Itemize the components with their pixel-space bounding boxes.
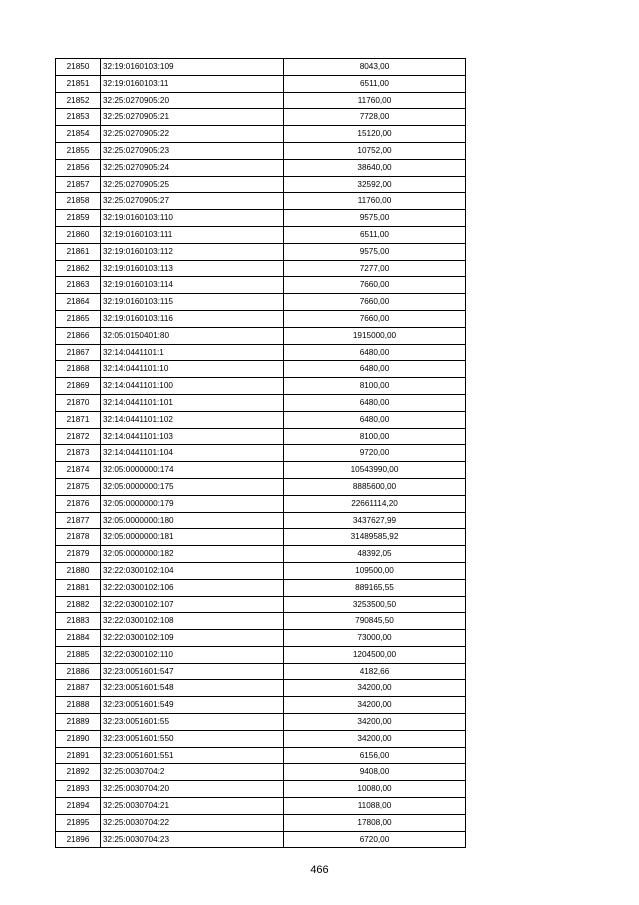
- row-number-cell: 21888: [56, 697, 101, 714]
- row-number-cell: 21876: [56, 495, 101, 512]
- table-row: [56, 831, 466, 848]
- row-number-cell: 21863: [56, 277, 101, 294]
- table-row: [56, 378, 466, 395]
- table-row: [56, 781, 466, 798]
- row-number-cell: 21892: [56, 764, 101, 781]
- cadastral-value-cell: 38640,00: [284, 159, 466, 176]
- cadastral-number-cell: 32:05:0000000:180: [101, 512, 284, 529]
- cadastral-number-cell: 32:22:0300102:106: [101, 579, 284, 596]
- cadastral-value-cell: 48392,05: [284, 546, 466, 563]
- cadastral-number-cell: 32:05:0000000:175: [101, 478, 284, 495]
- cadastral-number-cell: 32:22:0300102:107: [101, 596, 284, 613]
- cadastral-number-cell: 32:22:0300102:108: [101, 613, 284, 630]
- row-number-cell: 21879: [56, 546, 101, 563]
- table-row: [56, 310, 466, 327]
- cadastral-number-cell: 32:05:0000000:174: [101, 462, 284, 479]
- cadastral-number-cell: 32:25:0270905:20: [101, 92, 284, 109]
- cadastral-value-cell: 17808,00: [284, 814, 466, 831]
- row-number-cell: 21855: [56, 142, 101, 159]
- cadastral-value-cell: 1204500,00: [284, 646, 466, 663]
- table-row: [56, 562, 466, 579]
- cadastral-value-cell: 7728,00: [284, 109, 466, 126]
- cadastral-number-cell: 32:19:0160103:109: [101, 59, 284, 76]
- cadastral-value-cell: 8043,00: [284, 59, 466, 76]
- table-body: [56, 59, 466, 848]
- table-row: [56, 109, 466, 126]
- row-number-cell: 21882: [56, 596, 101, 613]
- cadastral-value-cell: 9720,00: [284, 445, 466, 462]
- row-number-cell: 21874: [56, 462, 101, 479]
- table-row: [56, 613, 466, 630]
- table-row: [56, 210, 466, 227]
- cadastral-value-cell: 10543990,00: [284, 462, 466, 479]
- cadastral-number-cell: 32:05:0000000:182: [101, 546, 284, 563]
- cadastral-value-cell: 9575,00: [284, 243, 466, 260]
- table-row: [56, 445, 466, 462]
- cadastral-number-cell: 32:05:0150401:80: [101, 327, 284, 344]
- cadastral-value-cell: 7660,00: [284, 310, 466, 327]
- table-row: [56, 159, 466, 176]
- cadastral-number-cell: 32:14:0441101:102: [101, 411, 284, 428]
- cadastral-number-cell: 32:25:0270905:21: [101, 109, 284, 126]
- table-row: [56, 260, 466, 277]
- row-number-cell: 21880: [56, 562, 101, 579]
- row-number-cell: 21853: [56, 109, 101, 126]
- table-row: [56, 277, 466, 294]
- row-number-cell: 21884: [56, 630, 101, 647]
- cadastral-value-cell: 3253500,50: [284, 596, 466, 613]
- table-row: [56, 478, 466, 495]
- cadastral-value-cell: 1915000,00: [284, 327, 466, 344]
- cadastral-value-cell: 9408,00: [284, 764, 466, 781]
- cadastral-value-cell: 6511,00: [284, 226, 466, 243]
- cadastral-number-cell: 32:23:0051601:548: [101, 680, 284, 697]
- row-number-cell: 21869: [56, 378, 101, 395]
- table-row: [56, 579, 466, 596]
- cadastral-number-cell: 32:19:0160103:112: [101, 243, 284, 260]
- row-number-cell: 21859: [56, 210, 101, 227]
- cadastral-value-cell: 6480,00: [284, 344, 466, 361]
- cadastral-number-cell: 32:25:0270905:24: [101, 159, 284, 176]
- row-number-cell: 21868: [56, 361, 101, 378]
- cadastral-value-cell: 22661114,20: [284, 495, 466, 512]
- cadastral-value-cell: 34200,00: [284, 730, 466, 747]
- cadastral-value-cell: 7277,00: [284, 260, 466, 277]
- cadastral-number-cell: 32:25:0030704:23: [101, 831, 284, 848]
- cadastral-number-cell: 32:23:0051601:550: [101, 730, 284, 747]
- table-row: [56, 226, 466, 243]
- cadastral-value-cell: 11760,00: [284, 92, 466, 109]
- cadastral-number-cell: 32:19:0160103:115: [101, 294, 284, 311]
- cadastral-value-cell: 10080,00: [284, 781, 466, 798]
- table-row: [56, 361, 466, 378]
- row-number-cell: 21852: [56, 92, 101, 109]
- cadastral-value-cell: 34200,00: [284, 697, 466, 714]
- row-number-cell: 21878: [56, 529, 101, 546]
- table-row: [56, 512, 466, 529]
- cadastral-number-cell: 32:19:0160103:111: [101, 226, 284, 243]
- cadastral-number-cell: 32:14:0441101:10: [101, 361, 284, 378]
- cadastral-value-cell: 4182,66: [284, 663, 466, 680]
- table-row: [56, 75, 466, 92]
- page-number: 466: [310, 864, 329, 876]
- cadastral-number-cell: 32:14:0441101:100: [101, 378, 284, 395]
- row-number-cell: 21865: [56, 310, 101, 327]
- cadastral-value-cell: 7660,00: [284, 294, 466, 311]
- cadastral-number-cell: 32:14:0441101:104: [101, 445, 284, 462]
- cadastral-number-cell: 32:19:0160103:11: [101, 75, 284, 92]
- table-row: [56, 411, 466, 428]
- table-row: [56, 546, 466, 563]
- cadastral-value-table: [55, 58, 466, 848]
- table-row: [56, 747, 466, 764]
- cadastral-value-cell: 109500,00: [284, 562, 466, 579]
- cadastral-number-cell: 32:23:0051601:55: [101, 714, 284, 731]
- table-row: [56, 798, 466, 815]
- cadastral-value-cell: 73000,00: [284, 630, 466, 647]
- cadastral-value-cell: 15120,00: [284, 126, 466, 143]
- row-number-cell: 21891: [56, 747, 101, 764]
- cadastral-number-cell: 32:25:0030704:20: [101, 781, 284, 798]
- cadastral-value-cell: 8100,00: [284, 378, 466, 395]
- table-row: [56, 462, 466, 479]
- cadastral-value-cell: 6480,00: [284, 361, 466, 378]
- cadastral-number-cell: 32:19:0160103:110: [101, 210, 284, 227]
- cadastral-value-cell: 6511,00: [284, 75, 466, 92]
- cadastral-number-cell: 32:05:0000000:181: [101, 529, 284, 546]
- cadastral-number-cell: 32:23:0051601:547: [101, 663, 284, 680]
- cadastral-value-cell: 11760,00: [284, 193, 466, 210]
- row-number-cell: 21857: [56, 176, 101, 193]
- cadastral-value-cell: 10752,00: [284, 142, 466, 159]
- row-number-cell: 21895: [56, 814, 101, 831]
- cadastral-value-cell: 7660,00: [284, 277, 466, 294]
- row-number-cell: 21886: [56, 663, 101, 680]
- cadastral-number-cell: 32:25:0270905:27: [101, 193, 284, 210]
- cadastral-number-cell: 32:25:0030704:22: [101, 814, 284, 831]
- cadastral-number-cell: 32:22:0300102:109: [101, 630, 284, 647]
- cadastral-value-cell: 8100,00: [284, 428, 466, 445]
- table-row: [56, 730, 466, 747]
- table-row: [56, 142, 466, 159]
- cadastral-number-cell: 32:25:0270905:22: [101, 126, 284, 143]
- row-number-cell: 21877: [56, 512, 101, 529]
- table-row: [56, 814, 466, 831]
- table-row: [56, 630, 466, 647]
- table-row: [56, 327, 466, 344]
- table-row: [56, 697, 466, 714]
- cadastral-value-cell: 32592,00: [284, 176, 466, 193]
- row-number-cell: 21862: [56, 260, 101, 277]
- row-number-cell: 21887: [56, 680, 101, 697]
- row-number-cell: 21854: [56, 126, 101, 143]
- table-row: [56, 495, 466, 512]
- cadastral-number-cell: 32:14:0441101:1: [101, 344, 284, 361]
- row-number-cell: 21873: [56, 445, 101, 462]
- table-row: [56, 714, 466, 731]
- row-number-cell: 21850: [56, 59, 101, 76]
- cadastral-value-cell: 6480,00: [284, 394, 466, 411]
- table-row: [56, 344, 466, 361]
- row-number-cell: 21864: [56, 294, 101, 311]
- cadastral-number-cell: 32:14:0441101:103: [101, 428, 284, 445]
- cadastral-number-cell: 32:05:0000000:179: [101, 495, 284, 512]
- row-number-cell: 21871: [56, 411, 101, 428]
- cadastral-number-cell: 32:25:0030704:2: [101, 764, 284, 781]
- cadastral-number-cell: 32:23:0051601:549: [101, 697, 284, 714]
- cadastral-value-cell: 790845,50: [284, 613, 466, 630]
- table-row: [56, 596, 466, 613]
- cadastral-value-cell: 6156,00: [284, 747, 466, 764]
- table-row: [56, 126, 466, 143]
- cadastral-value-cell: 8885600,00: [284, 478, 466, 495]
- cadastral-value-cell: 6720,00: [284, 831, 466, 848]
- table-row: [56, 428, 466, 445]
- cadastral-value-cell: 6480,00: [284, 411, 466, 428]
- row-number-cell: 21889: [56, 714, 101, 731]
- table-row: [56, 680, 466, 697]
- table-row: [56, 294, 466, 311]
- row-number-cell: 21883: [56, 613, 101, 630]
- table-row: [56, 529, 466, 546]
- row-number-cell: 21851: [56, 75, 101, 92]
- cadastral-value-cell: 889165,55: [284, 579, 466, 596]
- row-number-cell: 21875: [56, 478, 101, 495]
- row-number-cell: 21893: [56, 781, 101, 798]
- table-row: [56, 646, 466, 663]
- cadastral-number-cell: 32:23:0051601:551: [101, 747, 284, 764]
- row-number-cell: 21866: [56, 327, 101, 344]
- table-row: [56, 764, 466, 781]
- cadastral-number-cell: 32:19:0160103:114: [101, 277, 284, 294]
- table-row: [56, 663, 466, 680]
- table-row: [56, 59, 466, 76]
- cadastral-number-cell: 32:19:0160103:116: [101, 310, 284, 327]
- row-number-cell: 21872: [56, 428, 101, 445]
- row-number-cell: 21870: [56, 394, 101, 411]
- cadastral-value-cell: 9575,00: [284, 210, 466, 227]
- cadastral-number-cell: 32:25:0270905:23: [101, 142, 284, 159]
- row-number-cell: 21881: [56, 579, 101, 596]
- table-row: [56, 394, 466, 411]
- row-number-cell: 21890: [56, 730, 101, 747]
- row-number-cell: 21894: [56, 798, 101, 815]
- cadastral-number-cell: 32:25:0030704:21: [101, 798, 284, 815]
- table-row: [56, 176, 466, 193]
- cadastral-value-cell: 3437627,99: [284, 512, 466, 529]
- row-number-cell: 21867: [56, 344, 101, 361]
- cadastral-number-cell: 32:22:0300102:110: [101, 646, 284, 663]
- cadastral-value-cell: 31489585,92: [284, 529, 466, 546]
- cadastral-number-cell: 32:14:0441101:101: [101, 394, 284, 411]
- cadastral-number-cell: 32:25:0270905:25: [101, 176, 284, 193]
- cadastral-value-cell: 34200,00: [284, 714, 466, 731]
- table-row: [56, 193, 466, 210]
- cadastral-value-cell: 11088,00: [284, 798, 466, 815]
- table-row: [56, 243, 466, 260]
- table-row: [56, 92, 466, 109]
- row-number-cell: 21896: [56, 831, 101, 848]
- row-number-cell: 21856: [56, 159, 101, 176]
- cadastral-number-cell: 32:19:0160103:113: [101, 260, 284, 277]
- row-number-cell: 21860: [56, 226, 101, 243]
- cadastral-number-cell: 32:22:0300102:104: [101, 562, 284, 579]
- cadastral-value-cell: 34200,00: [284, 680, 466, 697]
- row-number-cell: 21861: [56, 243, 101, 260]
- row-number-cell: 21858: [56, 193, 101, 210]
- row-number-cell: 21885: [56, 646, 101, 663]
